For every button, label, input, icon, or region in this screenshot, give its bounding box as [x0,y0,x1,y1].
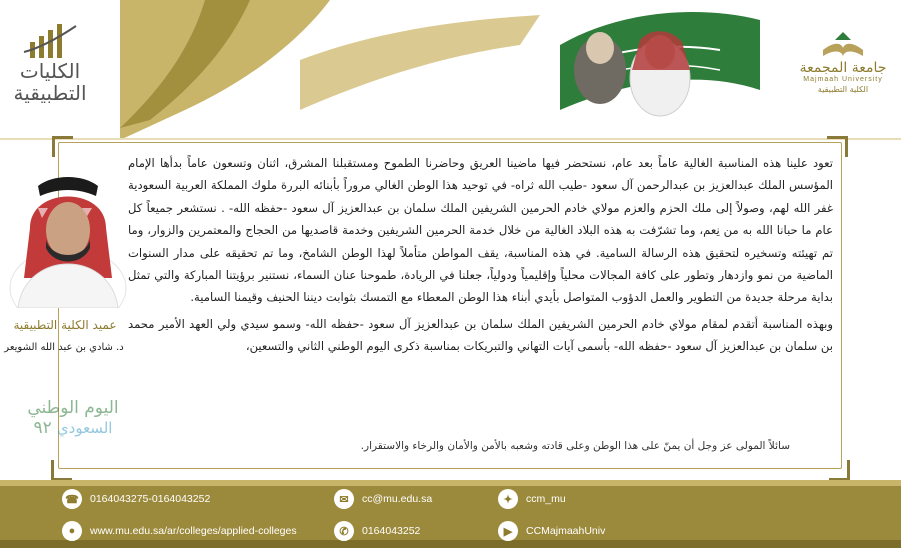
national-day-logo [18,398,128,466]
footer-whatsapp[interactable] [334,521,420,541]
dean-title: عميد الكلية التطبيقية [13,318,117,332]
logo-line2: التطبيقية [13,81,87,105]
dean-photo [8,168,128,308]
globe-icon: ● [62,521,82,541]
message-paragraph-1: تعود علينا هذه المناسبة الغالية عاماً بعد عام، نستحضر فيها ماضينا العريق وحاضرنا الطموح ومستقبلنا المشرق، اثنان وتسعون عاماً بدأها الإمام المؤسس الملك عبدالعزيز بن عبدالرحمن آل سعود -طيب الله ثراه- في توحيد هذا الوطن الغالي مروراً بأبنائه البررة ملوك المملكة العربية السعودية غفر الله لهم، وصولاً إلى ملك الحزم والعزم مولاي خادم الحرمين الشريفين الملك سلمان بن عبدالعزيز آل سعود -حفظه الله- . نستشعر جميعاً كل عام ما حبانا الله به من نِعم، وما تشرّفت به هذه البلاد الغالية من خلال خدمة الحرمين الشريفين وخدمة قاصديها من الحجاج والمعتمرين والزوار، وما تم تهيئته وتسخيره لتحقيق هذه الرسالة السامية. في هذه المناسبة، يقف المواطن متأملاً لهذا الوطن الشامخ، وما تم تحقيقه على مدار السنوات الماضية من نمو وازدهار وتطور على كافة المجالات محلياً وإقليمياً ودولياً، جعلنا في الريادة، طموحنا عنان السماء، نستنير برؤيتنا المباركة والتي تمثل بداية مرحلة جديدة من التطوير والعمل الدؤوب المتواصل بأيدي أبناء هذا الوطن المعطاء مع التمسك بثوابت ديننا الحنيف وقيمنا السامية. [128,156,833,305]
footer-email-text: cc@mu.edu.sa [362,493,433,505]
whatsapp-icon: ✆ [334,521,354,541]
footer-website[interactable] [62,521,297,541]
uni-college: الكلية التطبيقية [817,85,869,94]
national-day-number: ٩٢ [33,418,52,438]
frame-corner [829,460,850,481]
footer-website-text: www.mu.edu.sa/ar/colleges/applied-colleges [90,525,297,537]
footer-youtube-text: CCMajmaahUniv [526,525,606,537]
email-icon: ✉ [334,489,354,509]
book-logo-icon [819,30,867,60]
header-banner [0,0,901,140]
footer-phone-text: 0164043275-0164043252 [90,493,211,505]
phone-icon: ☎ [62,489,82,509]
footer-twitter-text: ccm_mu [526,493,566,505]
message-paragraph-2: وبهذه المناسبة أتقدم لمقام مولاي خادم الحرمين الشريفين الملك سلمان بن عبدالعزيز آل سعود -حفظه الله- وسمو سيدي ولي العهد الأمير محمد بن سلمان بن عبدالعزيز آل سعود -حفظه الله- بأسمى آيات التهاني والتبريكات بمناسبة ذكرى اليوم الوطني الثاني والتسعين، [128,316,833,354]
youtube-icon: ▶ [498,521,518,541]
logo-line1: الكليات [19,59,81,83]
dean-name: د. شادي بن عبد الله الشويعر [4,342,124,353]
message-body [128,152,833,358]
bar-chart-logo-icon [20,22,80,60]
applied-colleges-logo [2,22,98,112]
closing-prayer: سائلاً المولى عز وجل أن يمنّ على هذا الوطن وعلى قادته وشعبه بالأمن والأمان والرخاء والاستقرار. [360,440,790,452]
twitter-icon: ✦ [498,489,518,509]
footer-youtube[interactable] [498,521,605,541]
uni-name-ar: جامعة المجمعة [799,60,887,76]
footer-phone[interactable] [62,489,210,509]
footer-email[interactable] [334,489,432,509]
footer-twitter[interactable] [498,489,566,509]
national-day-line1: اليوم الوطني [27,398,119,418]
header-right-gold [300,15,540,110]
majmaah-university-logo [788,30,898,94]
uni-name-en: Majmaah University [803,76,883,83]
national-day-line2: السعودي [56,419,113,437]
footer-whatsapp-text: 0164043252 [362,525,421,537]
